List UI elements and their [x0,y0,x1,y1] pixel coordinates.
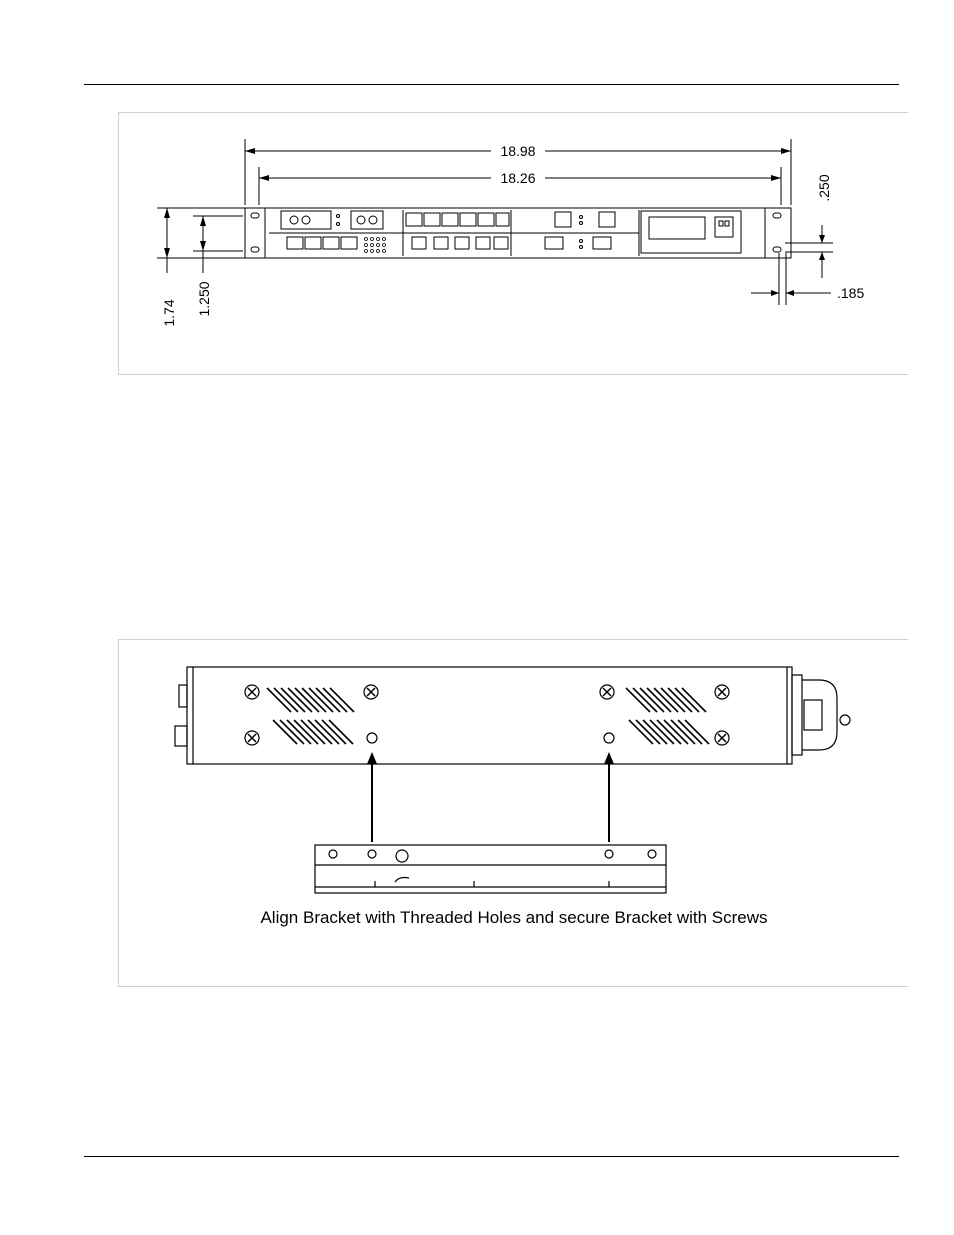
figure-caption: Align Bracket with Threaded Holes and secure Bracket with Screws [260,908,768,927]
dim-ear-hole: .185 [837,285,865,301]
bracket-figure [118,639,908,987]
mounting-bracket [315,845,666,893]
status-leds [365,238,386,253]
dim-overall-height: 1.74 [161,299,177,327]
chassis-front-panel [245,208,791,258]
alignment-arrows [372,760,609,842]
front-panel-drawing [119,113,909,376]
header-rule [84,84,899,85]
front-panel-figure [118,112,908,375]
vent-slots [267,688,709,744]
bracket-drawing [119,640,909,988]
footer-rule [84,1156,899,1157]
dim-overall-width: 18.98 [500,143,536,159]
chassis-side-view [175,667,850,764]
dim-panel-width: 18.26 [500,170,536,186]
dim-hole-spacing: 1.250 [196,281,212,317]
dim-hole-offset: .250 [816,174,832,202]
